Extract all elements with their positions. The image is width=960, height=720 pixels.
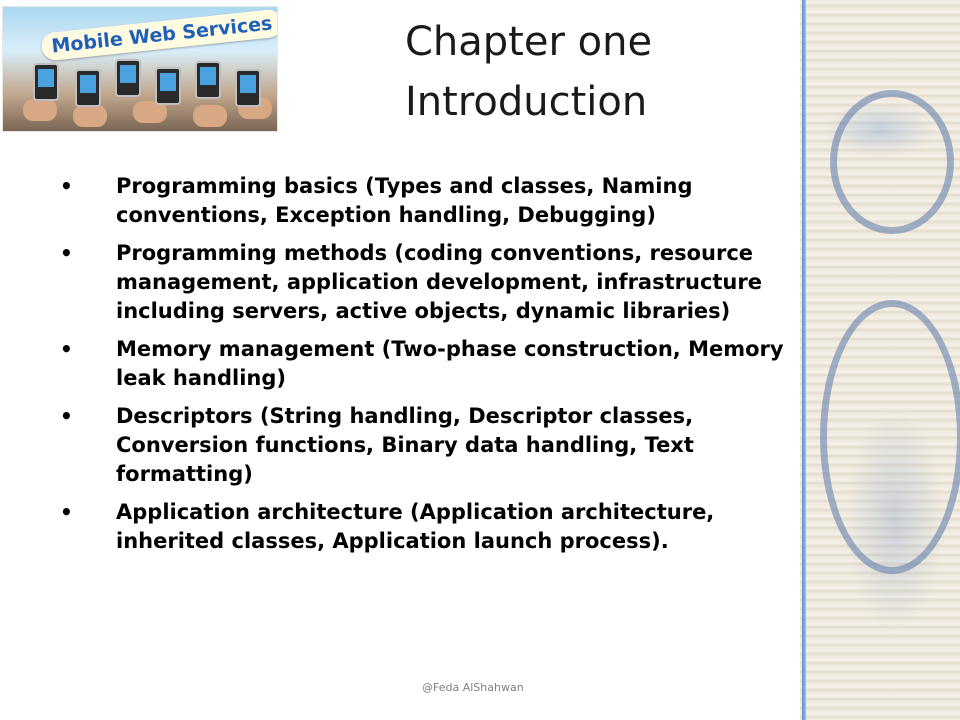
phone-icon bbox=[195, 61, 221, 99]
hand-shape bbox=[193, 105, 227, 127]
slide-title bbox=[405, 12, 775, 132]
bullet-dot-icon: • bbox=[60, 500, 73, 524]
bullet-text: Memory management (Two-phase construction, Memory leak handling) bbox=[116, 337, 784, 390]
bullet-dot-icon: • bbox=[60, 241, 73, 265]
phone-icon bbox=[33, 63, 59, 101]
bullet-dot-icon: • bbox=[60, 404, 73, 428]
mobile-web-services-logo bbox=[2, 6, 278, 132]
logo-text: Mobile Web Services bbox=[40, 8, 278, 61]
bullet-item bbox=[60, 402, 790, 489]
bullet-item bbox=[60, 172, 790, 230]
bullet-item bbox=[60, 335, 790, 393]
title-line-2: Introduction bbox=[405, 79, 648, 125]
bullet-dot-icon: • bbox=[60, 174, 73, 198]
bullet-text: Application architecture (Application architecture, inherited classes, Application launch process). bbox=[116, 500, 715, 553]
phone-icon bbox=[235, 69, 261, 107]
footer-author: @Feda AlShahwan bbox=[422, 681, 524, 694]
side-divider-line bbox=[802, 0, 806, 720]
hand-shape bbox=[23, 99, 57, 121]
title-line-1: Chapter one bbox=[405, 19, 653, 65]
bullet-text: Programming methods (coding conventions, resource management, application development, infrastructure including servers, active objects, dynamic libraries) bbox=[116, 241, 762, 323]
phone-icon bbox=[115, 59, 141, 97]
bullet-item bbox=[60, 498, 790, 556]
phone-icon bbox=[155, 67, 181, 105]
decorative-side-panel bbox=[800, 0, 960, 720]
bullet-dot-icon: • bbox=[60, 337, 73, 361]
bullet-item bbox=[60, 239, 790, 326]
bullet-text: Programming basics (Types and classes, Naming conventions, Exception handling, Debugging) bbox=[116, 174, 693, 227]
hand-shape bbox=[73, 105, 107, 127]
decorative-arc bbox=[830, 90, 954, 234]
decorative-arc bbox=[820, 300, 960, 574]
bullet-list bbox=[60, 172, 790, 565]
bullet-text: Descriptors (String handling, Descriptor classes, Conversion functions, Binary data handling, Text formatting) bbox=[116, 404, 694, 486]
phone-icon bbox=[75, 69, 101, 107]
